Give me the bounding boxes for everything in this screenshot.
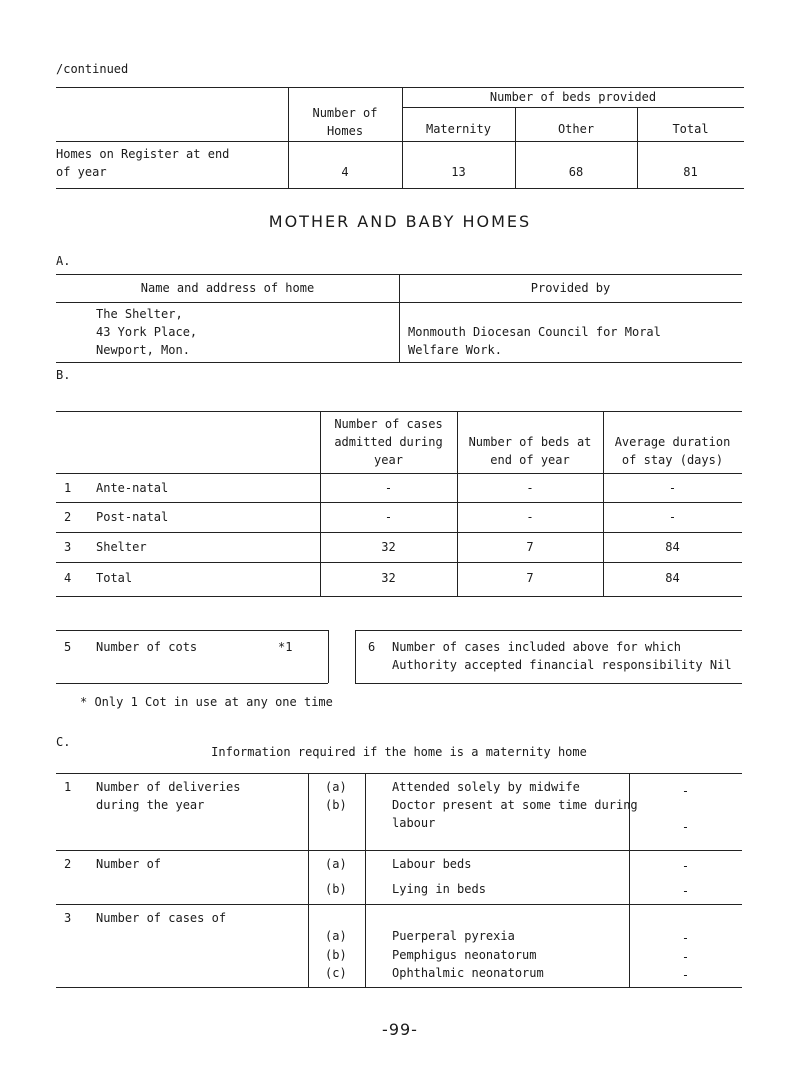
c-item: Doctor present at some time during: [392, 798, 638, 812]
c-row-num: 2: [64, 857, 72, 871]
row-beds: -: [526, 510, 534, 524]
row-label: Ante-natal: [96, 481, 169, 495]
financial-num: 6: [368, 640, 376, 654]
value-other: 68: [568, 165, 584, 179]
value-homes: 4: [341, 165, 349, 179]
c-row-label: Number of deliveries: [96, 780, 241, 794]
col-homes-1: Number of: [312, 106, 378, 120]
col-cases-2: admitted during: [334, 435, 443, 449]
section-c-title: Information required if the home is a maternity home: [211, 745, 587, 759]
section-c-label: C.: [56, 735, 71, 749]
c-sub: (c): [325, 966, 347, 980]
c-sub: (b): [325, 798, 347, 812]
row-duration: 84: [665, 571, 680, 585]
row-num: 1: [64, 481, 72, 495]
col-beds-1: Number of beds at: [468, 435, 592, 449]
group-header-beds: Number of beds provided: [489, 90, 657, 104]
row-cases: 32: [381, 540, 396, 554]
c-value: -: [681, 968, 690, 982]
c-item: Puerperal pyrexia: [392, 929, 515, 943]
c-sub: (b): [325, 948, 347, 962]
col-duration-2: of stay (days): [621, 453, 724, 467]
c-sub: (a): [325, 857, 347, 871]
row-num: 2: [64, 510, 72, 524]
row-num: 3: [64, 540, 72, 554]
page-number: -99-: [382, 1020, 418, 1039]
col-other: Other: [557, 122, 595, 136]
col-duration-1: Average duration: [614, 435, 731, 449]
row-num: 4: [64, 571, 72, 585]
col-cases-3: year: [374, 453, 403, 467]
c-row-num: 3: [64, 911, 72, 925]
row-label: Post-natal: [96, 510, 169, 524]
address-line-1: The Shelter,: [96, 307, 183, 321]
c-item: Lying in beds: [392, 882, 486, 896]
c-value: -: [681, 950, 690, 964]
address-line-3: Newport, Mon.: [96, 343, 190, 357]
value-total: 81: [683, 165, 698, 179]
c-item: Labour beds: [392, 857, 472, 871]
row-label: Total: [96, 571, 133, 585]
c-sub: (a): [325, 780, 347, 794]
row-cases: -: [384, 510, 393, 524]
c-row-label: Number of: [96, 857, 162, 871]
c-row-label: Number of cases of: [96, 911, 227, 925]
col-homes-2: Homes: [326, 124, 364, 138]
provider-line-2: Welfare Work.: [408, 343, 502, 357]
row-label: Shelter: [96, 540, 147, 554]
row-cases: 32: [381, 571, 396, 585]
section-title: MOTHER AND BABY HOMES: [268, 212, 532, 231]
cots-label: Number of cots: [96, 640, 198, 654]
col-cases-1: Number of cases: [334, 417, 443, 431]
row-label-2: of year: [56, 165, 107, 179]
continued-label: /continued: [56, 62, 129, 76]
section-b-label: B.: [56, 368, 71, 382]
row-duration: -: [668, 510, 677, 524]
financial-line-1: Number of cases included above for which: [392, 640, 681, 654]
row-cases: -: [384, 481, 393, 495]
c-value: -: [681, 820, 690, 834]
c-item: Attended solely by midwife: [392, 780, 580, 794]
c-row-label: during the year: [96, 798, 205, 812]
cots-num: 5: [64, 640, 72, 654]
value-maternity: 13: [451, 165, 466, 179]
row-label-1: Homes on Register at end: [56, 147, 230, 161]
address-line-2: 43 York Place,: [96, 325, 198, 339]
row-beds: 7: [526, 540, 534, 554]
c-item: Ophthalmic neonatorum: [392, 966, 544, 980]
row-duration: -: [668, 481, 677, 495]
row-beds: -: [526, 481, 534, 495]
c-value: -: [681, 884, 690, 898]
c-value: -: [681, 859, 690, 873]
c-sub: (b): [325, 882, 347, 896]
provider-line-1: Monmouth Diocesan Council for Moral: [408, 325, 661, 339]
c-value: -: [681, 784, 690, 798]
cots-value: *1: [278, 640, 293, 654]
col-maternity: Maternity: [425, 122, 492, 136]
footnote: * Only 1 Cot in use at any one time: [80, 695, 333, 709]
c-value: -: [681, 931, 690, 945]
col-provided-by: Provided by: [530, 281, 611, 295]
c-item: labour: [392, 816, 436, 830]
col-total: Total: [672, 122, 709, 136]
c-sub: (a): [325, 929, 347, 943]
col-beds-2: end of year: [490, 453, 570, 467]
financial-line-2: Authority accepted financial responsibility Nil: [392, 658, 732, 672]
row-beds: 7: [526, 571, 534, 585]
col-name-address: Name and address of home: [140, 281, 315, 295]
row-duration: 84: [665, 540, 680, 554]
section-a-label: A.: [56, 254, 71, 268]
c-item: Pemphigus neonatorum: [392, 948, 537, 962]
c-row-num: 1: [64, 780, 72, 794]
